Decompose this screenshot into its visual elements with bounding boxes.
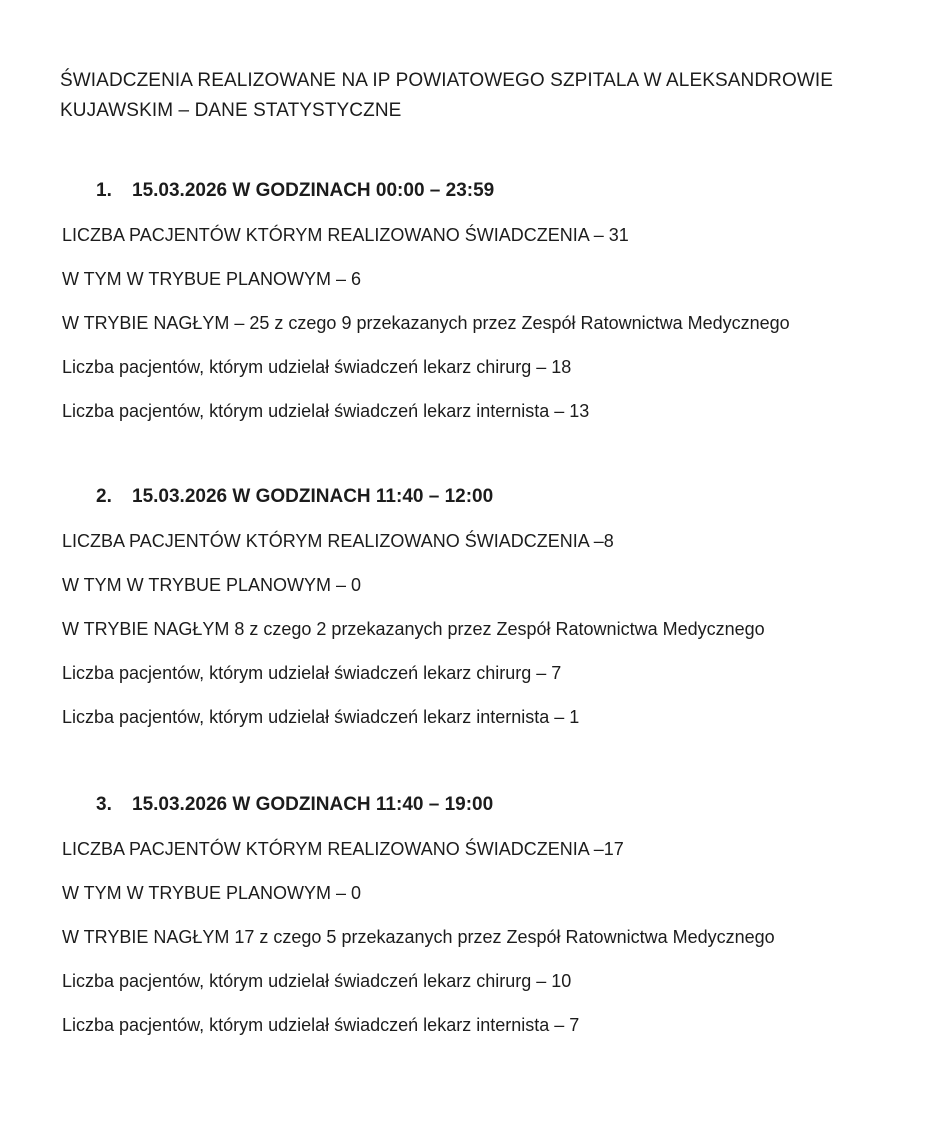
section-number: 2.	[96, 486, 112, 507]
section-heading	[62, 482, 922, 512]
surgeon-patients-line: Liczba pacjentów, którym udzielał świadczeń lekarz chirurg – 7	[62, 663, 562, 683]
total-patients-line: LICZBA PACJENTÓW KTÓRYM REALIZOWANO ŚWIADCZENIA – 31	[62, 225, 629, 245]
internist-patients-line: Liczba pacjentów, którym udzielał świadczeń lekarz internista – 7	[62, 1015, 580, 1035]
section-heading-text: 15.03.2026 W GODZINACH 11:40 – 12:00	[132, 486, 494, 507]
surgeon-patients-line: Liczba pacjentów, którym udzielał świadczeń lekarz chirurg – 10	[62, 971, 572, 991]
emergency-mode-line: W TRYBIE NAGŁYM – 25 z czego 9 przekazanych przez Zespół Ratownictwa Medycznego	[62, 313, 790, 333]
section-heading-text: 15.03.2026 W GODZINACH 00:00 – 23:59	[132, 180, 495, 201]
planned-mode-line: W TYM W TRYBUE PLANOWYM – 0	[62, 575, 362, 595]
internist-patients-line: Liczba pacjentów, którym udzielał świadczeń lekarz internista – 13	[62, 401, 590, 421]
section-number: 1.	[96, 180, 112, 201]
emergency-mode-line: W TRYBIE NAGŁYM 17 z czego 5 przekazanych przez Zespół Ratownictwa Medycznego	[62, 927, 775, 947]
total-patients-line: LICZBA PACJENTÓW KTÓRYM REALIZOWANO ŚWIADCZENIA –17	[62, 839, 624, 859]
total-patients-line: LICZBA PACJENTÓW KTÓRYM REALIZOWANO ŚWIADCZENIA –8	[62, 531, 614, 551]
section-heading-text: 15.03.2026 W GODZINACH 11:40 – 19:00	[132, 794, 494, 815]
section-number: 3.	[96, 794, 112, 815]
planned-mode-line: W TYM W TRYBUE PLANOWYM – 0	[62, 883, 362, 903]
planned-mode-line: W TYM W TRYBUE PLANOWYM – 6	[62, 269, 362, 289]
surgeon-patients-line: Liczba pacjentów, którym udzielał świadczeń lekarz chirurg – 18	[62, 357, 572, 377]
section-1	[62, 176, 922, 426]
section-2	[62, 482, 922, 732]
section-heading	[62, 790, 922, 820]
emergency-mode-line: W TRYBIE NAGŁYM 8 z czego 2 przekazanych przez Zespół Ratownictwa Medycznego	[62, 619, 765, 639]
section-heading	[62, 176, 922, 206]
document-title: ŚWIADCZENIA REALIZOWANE NA IP POWIATOWEGO SZPITALA W ALEKSANDROWIE KUJAWSKIM – DANE STATYSTYCZNE	[60, 70, 834, 121]
internist-patients-line: Liczba pacjentów, którym udzielał świadczeń lekarz internista – 1	[62, 707, 580, 727]
section-3	[62, 790, 922, 1040]
